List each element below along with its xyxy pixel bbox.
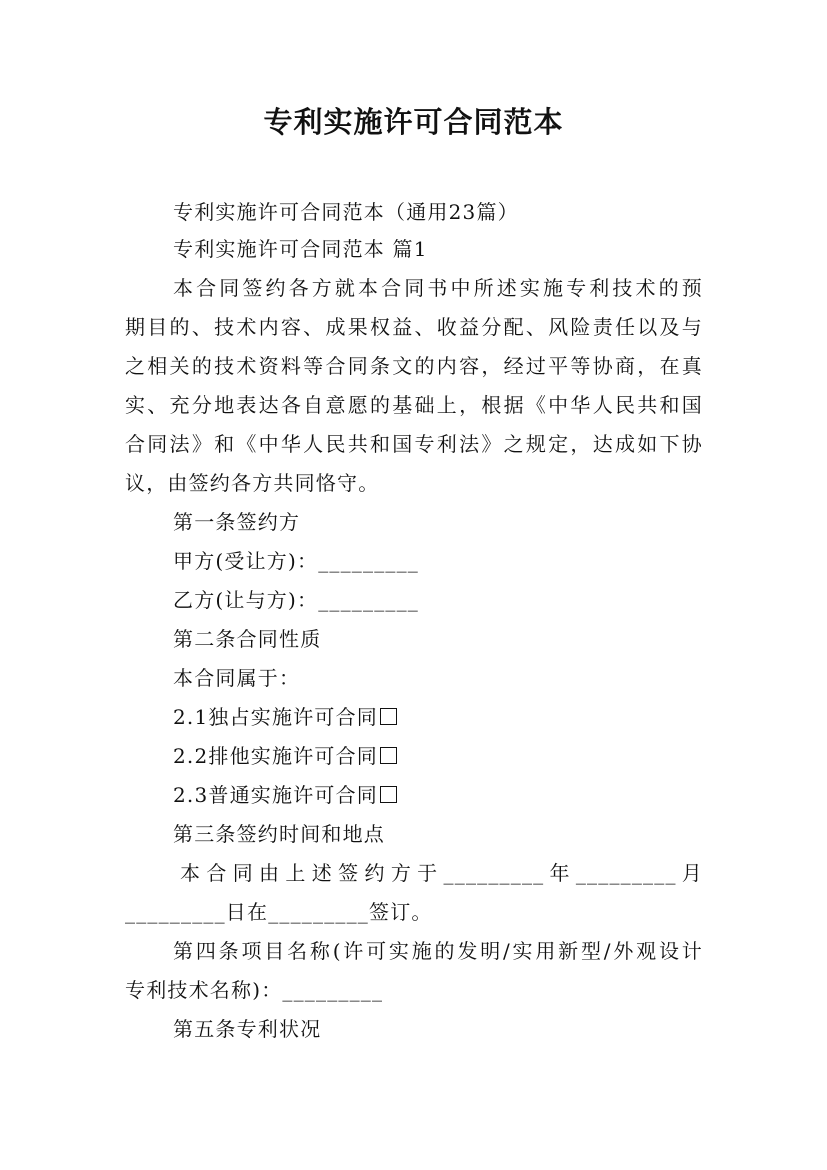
paragraph-text: 合同法》和《中华人民共和国专利法》之规定，达成如下协	[125, 432, 703, 456]
paragraph-text: 专利技术名称)：_________	[125, 978, 384, 1002]
option-label: 2.2排他实施许可合同	[173, 744, 379, 768]
party-b-line: 乙方(让与方)：_________	[173, 588, 420, 612]
paragraph-text: 实、充分地表达各自意愿的基础上，根据《中华人民共和国	[125, 393, 703, 417]
clause-heading: 第三条签约时间和地点	[173, 822, 385, 846]
party-a-line: 甲方(受让方)：_________	[173, 549, 420, 573]
paragraph-text: 之相关的技术资料等合同条文的内容，经过平等协商，在真	[125, 354, 703, 378]
checkbox-icon	[380, 786, 397, 803]
option-label: 2.3普通实施许可合同	[173, 783, 379, 807]
paragraph-text: 期目的、技术内容、成果权益、收益分配、风险责任以及与	[125, 315, 703, 339]
option-line	[173, 702, 397, 732]
checkbox-icon	[380, 708, 397, 725]
option-line	[173, 741, 397, 771]
clause-heading: 第一条签约方	[173, 510, 301, 534]
clause-heading: 第五条专利状况	[173, 1017, 322, 1041]
option-label: 2.1独占实施许可合同	[173, 705, 379, 729]
paragraph-heading-part1: 专利实施许可合同范本 篇1	[173, 237, 428, 261]
paragraph-text: 本合同属于：	[173, 666, 301, 690]
option-line	[173, 780, 397, 810]
document-title: 专利实施许可合同范本	[263, 105, 564, 139]
paragraph-text: 本合同签约各方就本合同书中所述实施专利技术的预	[173, 276, 703, 300]
paragraph-text: 议，由签约各方共同恪守。	[125, 471, 380, 495]
paragraph-subtitle: 专利实施许可合同范本（通用23篇）	[173, 200, 519, 224]
clause-heading: 第四条项目名称(许可实施的发明/实用新型/外观设计	[173, 939, 703, 963]
clause-heading: 第二条合同性质	[173, 627, 322, 651]
checkbox-icon	[380, 747, 397, 764]
paragraph-text: 本合同由上述签约方于_________年_________月	[180, 861, 703, 885]
paragraph-text: _________日在_________签订。	[125, 900, 433, 924]
